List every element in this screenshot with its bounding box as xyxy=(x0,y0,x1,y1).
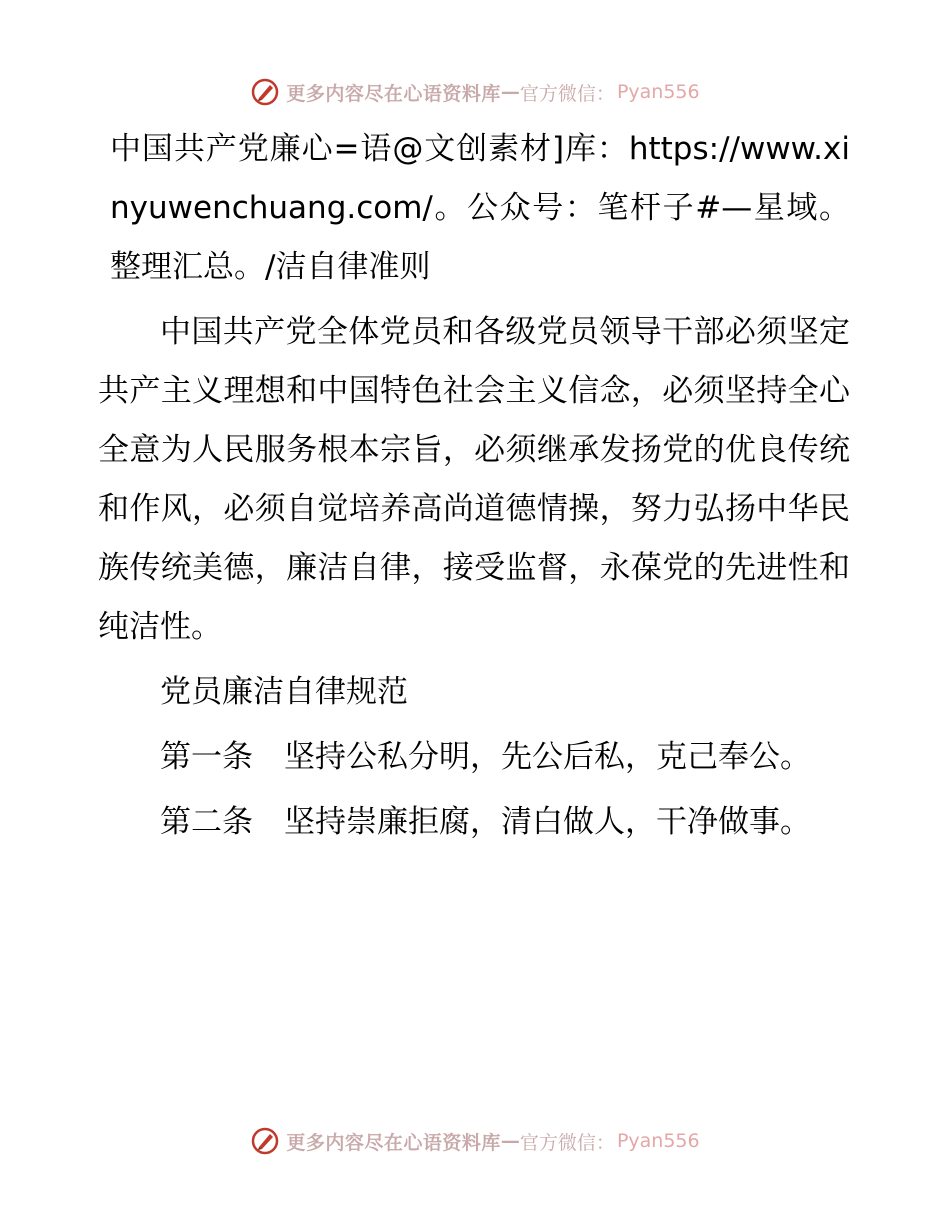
document-body xyxy=(98,120,850,852)
watermark-label: 官方微信： xyxy=(519,1131,615,1154)
preamble-paragraph: 中国共产党全体党员和各级党员领导干部必须坚定共产主义理想和中国特色社会主义信念，必须坚持全心全意为人民服务根本宗旨，必须继承发扬党的优良传统和作风，必须自觉培养高尚道德情操，努力弘扬中华民族传统美德，廉洁自律，接受监督，永葆党的先进性和纯洁性。 xyxy=(98,314,850,645)
article-text: 坚持崇廉拒腐，清白做人，干净做事。 xyxy=(284,804,811,840)
watermark-header xyxy=(0,72,950,112)
article-item xyxy=(98,793,850,852)
watermark-footer xyxy=(0,1121,950,1161)
article-text: 坚持公私分明，先公后私，克己奉公。 xyxy=(284,739,811,775)
watermark-text: 更多内容尽在心语资料库 xyxy=(286,1131,501,1154)
article-item xyxy=(98,728,850,787)
watermark-text: 更多内容尽在心语资料库 xyxy=(286,82,501,105)
pen-logo-icon xyxy=(250,77,280,107)
watermark-label: 官方微信： xyxy=(519,82,615,105)
watermark-account: Pyan556 xyxy=(616,81,700,103)
pen-logo-icon xyxy=(250,1126,280,1156)
document-intro: 中国共产党廉心=语@文创素材]库：https://www.xinyuwenchuang.com/。公众号：笔杆子#—星域。整理汇总。/洁自律准则 xyxy=(110,131,850,285)
section-heading: 党员廉洁自律规范 xyxy=(160,674,408,710)
article-number: 第一条 xyxy=(160,739,253,775)
watermark-dash: — xyxy=(500,1130,520,1152)
article-number: 第二条 xyxy=(160,804,253,840)
watermark-account: Pyan556 xyxy=(616,1130,700,1152)
watermark-dash: — xyxy=(500,81,520,103)
